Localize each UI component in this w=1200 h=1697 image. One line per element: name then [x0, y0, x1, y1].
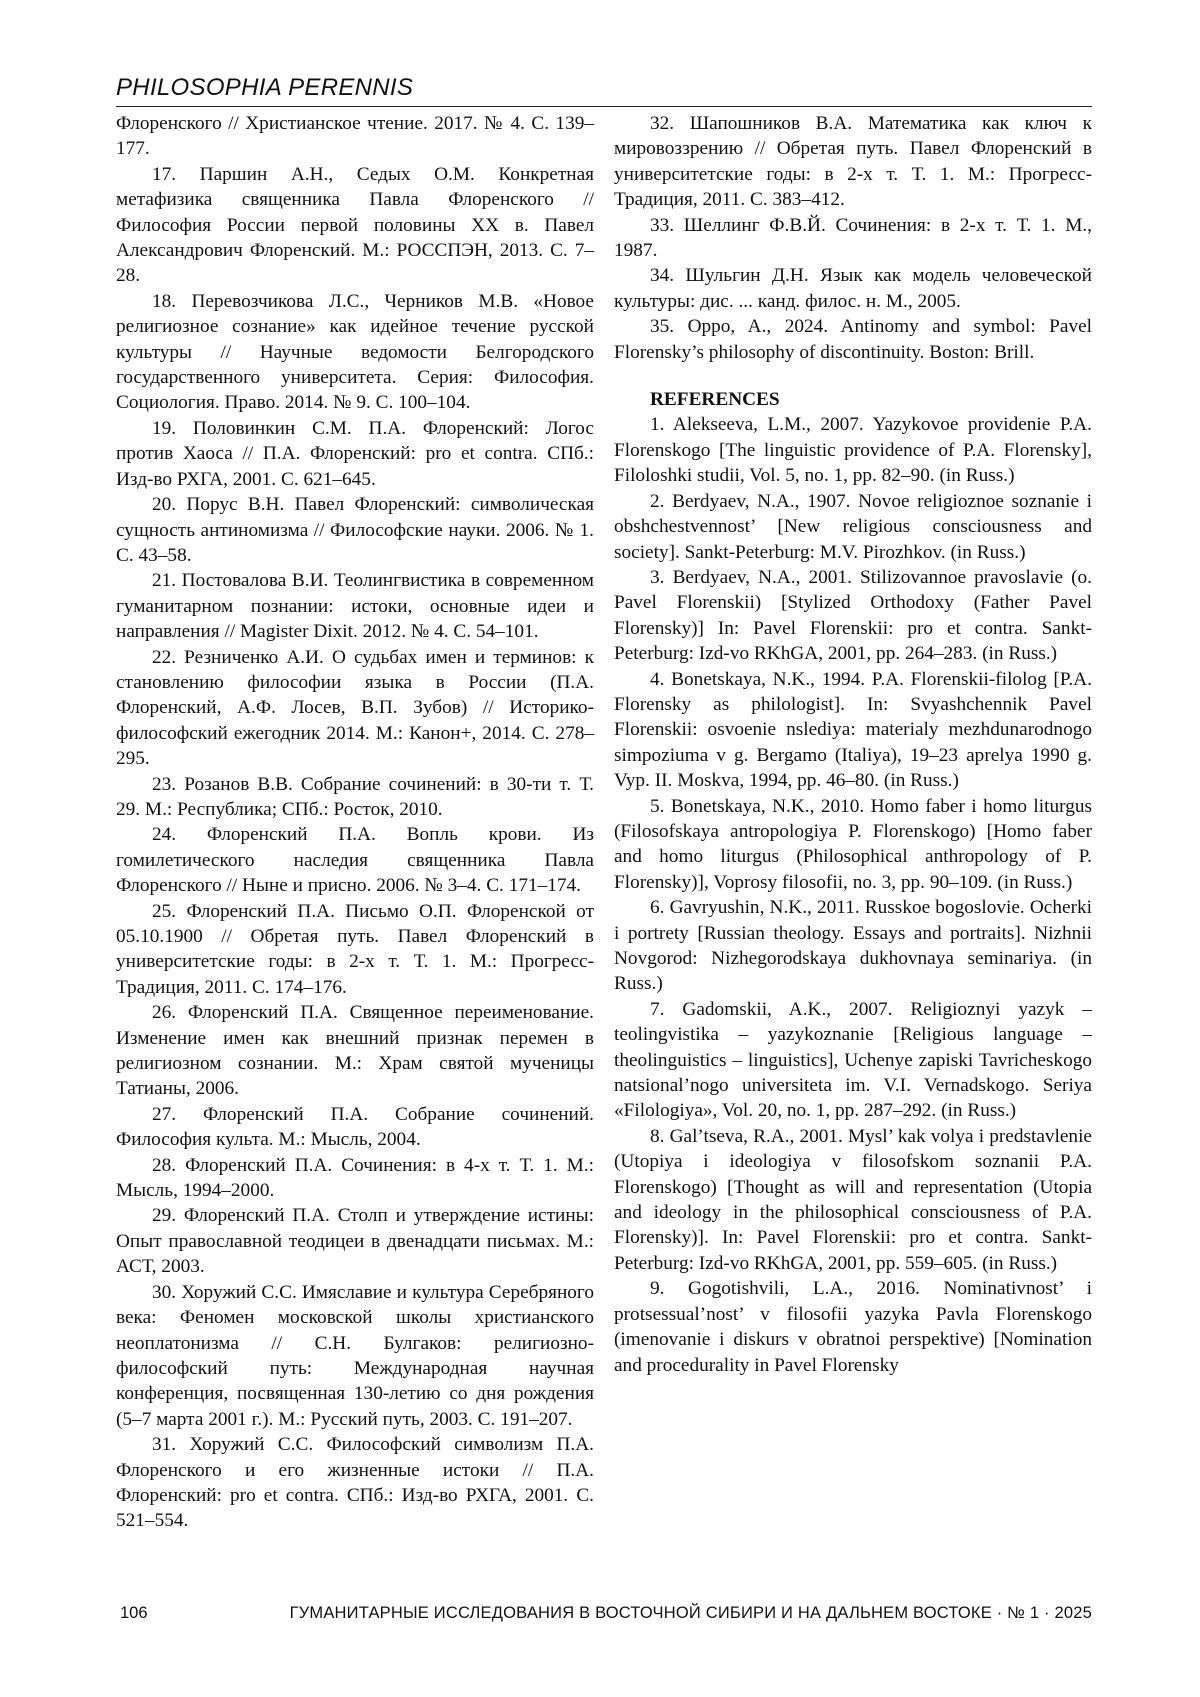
reference-25: 25. Флоренский П.А. Письмо О.П. Флоренской от 05.10.1900 // Обретая путь. Павел Флоренский в университетские годы: в 2-х т. Т. 1. М.: Прогресс-Традиция, 2011. С. 174–176. — [116, 900, 594, 998]
journal-title: ГУМАНИТАРНЫЕ ИССЛЕДОВАНИЯ В ВОСТОЧНОЙ СИБИРИ И НА ДАЛЬНЕМ ВОСТОКЕ · № 1 · 2025 — [289, 1604, 1092, 1622]
english-reference-6: 6. Gavryushin, N.K., 2011. Russkoe bogoslovie. Ocherki i portrety [Russian theology. Essays and portraits]. Nizhnii Novgorod: Nizhegorodskaya dukhovnaya seminariya. (in Russ.) — [614, 897, 1092, 995]
reference-22: 22. Резниченко А.И. О судьбах имен и терминов: к становлению философии языка в России (П.А. Флоренский, А.Ф. Лосев, В.П. Зубов) // Историко-философский ежегодник 2014. М.: Канон+, 2014. С. 278–295. — [116, 646, 594, 770]
reference-33: 33. Шеллинг Ф.В.Й. Сочинения: в 2-х т. Т. 1. М., 1987. — [614, 214, 1092, 262]
reference-20: 20. Порус В.Н. Павел Флоренский: символическая сущность антиномизма // Философские науки. 2006. № 1. С. 43–58. — [116, 494, 594, 566]
reference-29: 29. Флоренский П.А. Столп и утверждение истины: Опыт православной теодицеи в двенадцати письмах. М.: АСТ, 2003. — [116, 1205, 594, 1278]
reference-31: 31. Хоружий С.С. Философский символизм П.А. Флоренского и его жизненные истоки // П.А. Флоренский: pro et contra. СПб.: Изд-во РХГА, 2001. С. 521–554. — [116, 1434, 594, 1532]
english-reference-1: 1. Alekseeva, L.M., 2007. Yazykovoe providenie P.A. Florenskogo [The linguistic providence of P.A. Florensky], Filoloshki studii, Vol. 5, no. 1, pp. 82–90. (in Russ.) — [614, 414, 1092, 487]
english-reference-8: 8. Gal’tseva, R.A., 2001. Mysl’ kak volya i predstavlenie (Utopiya i ideologiya v filosofskom soznanii P.A. Florenskogo) [Thought as will and representation (Utopia and ideology in the philosophical consciousness of P.A. Florensky)]. In: Pavel Florenskii: pro et contra. Sankt-Peterburg: Izd-vo RKhGA, 2001, pp. 559–605. (in Russ.) — [614, 1125, 1092, 1274]
reference-18: 18. Перевозчикова Л.С., Черников М.В. «Новое религиозное сознание» как идейное течение русской культуры // Научные ведомости Белгородского государственного университета. Серия: Философия. Социология. Право. 2014. № 9. С. 100–104. — [116, 290, 594, 414]
english-reference-5: 5. Bonetskaya, N.K., 2010. Homo faber i homo liturgus (Filosofskaya antropologiya P. Florenskogo) [Homo faber and homo liturgus (Philosophical anthropology of P. Florensky)], Voprosy filosofii, no. 3, pp. 90–109. (in Russ.) — [614, 795, 1092, 893]
references-heading: REFERENCES — [650, 389, 780, 411]
reference-23: 23. Розанов В.В. Собрание сочинений: в 30-ти т. Т. 29. М.: Республика; СПб.: Росток, 2010. — [116, 773, 594, 820]
right-column — [614, 111, 1092, 1378]
english-reference-7: 7. Gadomskii, A.K., 2007. Religioznyi yazyk – teolingvistika – yazykoznanie [Religious language – theolinguistics – linguistics], Uchenye zapiski Tavricheskogo natsional’nogo universiteta im. V.I. Vernadskogo. Seriya «Filologiya», Vol. 20, no. 1, pp. 287–292. (in Russ.) — [614, 998, 1092, 1122]
header-rule — [116, 106, 1092, 107]
reference-21: 21. Постовалова В.И. Теолингвистика в современном гуманитарном познании: истоки, основные идеи и направления // Magister Dixit. 2012. № 4. С. 54–101. — [116, 570, 594, 643]
left-column — [116, 111, 594, 1534]
reference-17: 17. Паршин А.Н., Седых О.М. Конкретная метафизика священника Павла Флоренского // Философия России первой половины XX в. Павел Александрович Флоренский. М.: РОССПЭН, 2013. С. 7–28. — [116, 163, 594, 287]
reference-28: 28. Флоренский П.А. Сочинения: в 4-х т. Т. 1. М.: Мысль, 1994–2000. — [116, 1154, 594, 1202]
reference-34: 34. Шульгин Д.Н. Язык как модель человеческой культуры: дис. ... канд. филос. н. М., 2005. — [614, 265, 1092, 312]
page-number: 106 — [120, 1604, 148, 1622]
reference-19: 19. Половинкин С.М. П.А. Флоренский: Логос против Хаоса // П.А. Флоренский: pro et contra. СПб.: Изд-во РХГА, 2001. С. 621–645. — [116, 417, 594, 490]
reference-30: 30. Хоружий С.С. Имяславие и культура Серебряного века: Феномен московской школы христианского неоплатонизма // С.Н. Булгаков: религиозно-философский путь: Международная научная конференция, посвященная 130-летию со дня рождения (5–7 марта 2001 г.). М.: Русский путь, 2003. С. 191–207. — [116, 1281, 594, 1430]
english-reference-9: 9. Gogotishvili, L.A., 2016. Nominativnost’ i protsessual’nost’ v filosofii yazyka Pavla Florenskogo (imenovanie i diskurs v obratnoi perspektive) [Nomination and procedurality in Pavel Florensky — [614, 1278, 1092, 1376]
reference-35: 35. Oppo, A., 2024. Antinomy and symbol: Pavel Florensky’s philosophy of discontinuity. Boston: Brill. — [614, 316, 1092, 363]
section-gap — [614, 365, 1092, 387]
reference-26: 26. Флоренский П.А. Священное переименование. Изменение имен как внешний признак перемен в религиозном сознании. М.: Храм святой мученицы Татианы, 2006. — [116, 1002, 594, 1100]
english-reference-2: 2. Berdyaev, N.A., 1907. Novoe religioznoe soznanie i obshchestvennost’ [New religious consciousness and society]. Sankt-Peterburg: M.V. Pirozhkov. (in Russ.) — [614, 490, 1092, 563]
reference-27: 27. Флоренский П.А. Собрание сочинений. Философия культа. М.: Мысль, 2004. — [116, 1103, 594, 1151]
reference-continuation: Флоренского // Христианское чтение. 2017. № 4. С. 139–177. — [116, 113, 594, 160]
reference-32: 32. Шапошников В.А. Математика как ключ к мировоззрению // Обретая путь. Павел Флоренский в университетские годы: в 2-х т. Т. 1. М.: Прогресс-Традиция, 2011. С. 383–412. — [614, 113, 1092, 211]
english-reference-3: 3. Berdyaev, N.A., 2001. Stilizovannoe pravoslavie (o. Pavel Florenskii) [Stylized Orthodoxy (Father Pavel Florensky)] In: Pavel Florenskii: pro et contra. Sankt-Peterburg: Izd-vo RKhGA, 2001, pp. 264–283. (in Russ.) — [614, 566, 1092, 665]
english-reference-4: 4. Bonetskaya, N.K., 1994. P.A. Florenskii-filolog [P.A. Florensky as philologist]. In: Svyashchennik Pavel Florenskii: osvoenie nslediya: materialy mezhdunarodnogo simpoziuma v g. Bergamo (Italiya), 19–23 aprelya 1990 g. Vyp. II. Moskva, 1994, pp. 46–80. (in Russ.) — [614, 668, 1092, 792]
reference-24: 24. Флоренский П.А. Вопль крови. Из гомилетического наследия священника Павла Флоренского // Ныне и присно. 2006. № 3–4. С. 171–174. — [116, 824, 594, 897]
running-head: PHILOSOPHIA PERENNIS — [116, 74, 414, 101]
